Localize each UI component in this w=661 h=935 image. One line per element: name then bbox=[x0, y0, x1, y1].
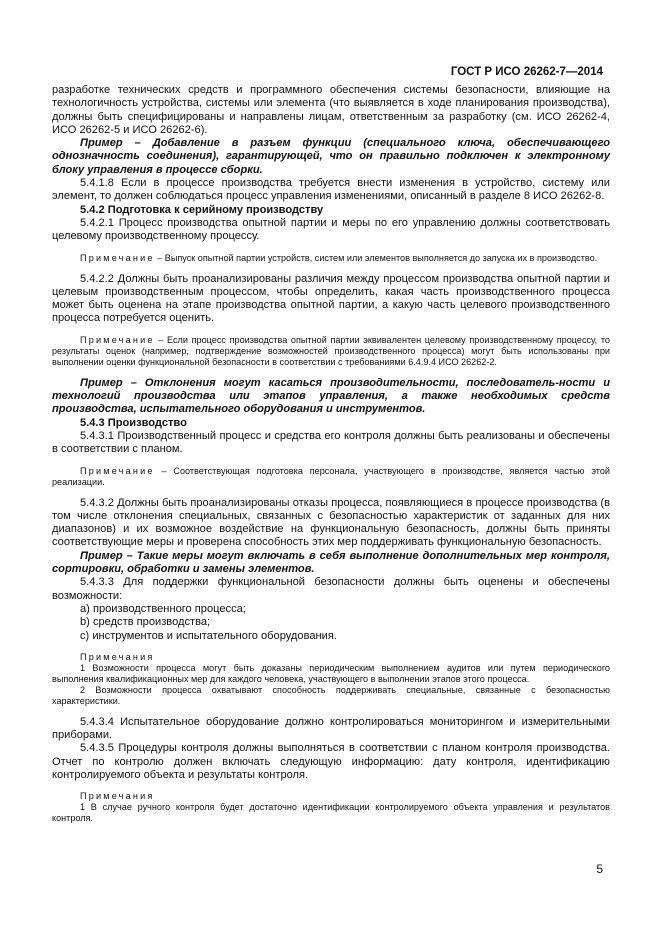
note-label: Примечание bbox=[80, 252, 155, 263]
notes-heading: Примечания bbox=[80, 791, 155, 802]
paragraph-5-4-2-2: 5.4.2.2 Должны быть проанализированы различия между процессом производства опытной партии и целевым производственным процессом, чтобы определить, какая часть производственного процесса может быть оценена на этапе производства опытной партии, а какую часть целевого производственного процесса потребуется оценить. bbox=[52, 272, 610, 325]
section-heading-5-4-3: 5.4.3 Производство bbox=[80, 416, 187, 429]
note: Примечание – Выпуск опытной партии устройств, систем или элементов выполняется до запуска их в производство. bbox=[80, 252, 598, 263]
paragraph: разработке технических средств и программного обеспечения системы безопасности, влияющие на технологичность устройства, системы или элемента (что выявляется в ходе планирования производства), должны быть специфицированы и направлены лицам, ответственным за разработку (см. ИСО 26262-4, ИСО 26262-5 и ИСО 26262-6). bbox=[52, 84, 610, 136]
example: Пример – Такие меры могут включать в себя выполнение дополнительных мер контроля, сортировки, обработки и замены элементов. bbox=[52, 549, 610, 576]
note-text: Выпуск опытной партии устройств, систем или элементов выполняется до запуска их в производство. bbox=[164, 252, 598, 263]
list-item: b) средств производства; bbox=[80, 616, 211, 629]
paragraph-5-4-2-1: 5.4.2.1 Процесс производства опытной партии и меры по его управлению должны соответствовать целевому производственному процессу. bbox=[52, 216, 610, 243]
page-number: 5 bbox=[596, 862, 603, 876]
list-item: а) производственного процесса; bbox=[80, 602, 246, 615]
note-label: Примечание bbox=[80, 334, 155, 345]
list-item: с) инструментов и испытательного оборудования. bbox=[80, 629, 337, 642]
paragraph-5-4-3-3: 5.4.3.3 Для поддержки функциональной безопасности должны быть оценены и обеспечены возможности: bbox=[52, 576, 610, 602]
note-item: 1 Возможности процесса могут быть доказаны периодическим выполнением аудитов или путем периодического выполнения квалификационных мер для каждого человека, участвующего в выполнении этапов этого процесса. bbox=[52, 662, 610, 684]
paragraph-5-4-1-8: 5.4.1.8 Если в процессе производства требуется внести изменения в устройство, систему или элемент, то должен соблюдаться процесс управления изменениями, описанный в разделе 8 ИСО 26262-8. bbox=[52, 177, 610, 203]
notes-heading: Примечания bbox=[80, 651, 155, 662]
document-header: ГОСТ Р ИСО 26262-7—2014 bbox=[450, 66, 603, 78]
example: Пример – Отклонения могут касаться производительности, последователь-ности и технологий производства или этапов управления, а также необходимых средств производства, испытательного оборудования и инструментов. bbox=[52, 376, 610, 416]
note-item: 2 Возможности процесса охватывают способность поддерживать специальные, связанные с безопасностью характеристики. bbox=[52, 684, 610, 706]
note-text: Если процесс производства опытной партии эквивалентен целевому производственному процессу, то результаты оценок (например, подтверждение возможностей производственного процесса) могут быть использованы при выполнении оценки функциональной безопасности в соответствии с требованиями 6.4.9.4 ИСО 26262-2. bbox=[52, 334, 610, 367]
note-label: Примечание bbox=[80, 465, 155, 476]
paragraph-5-4-3-1: 5.4.3.1 Производственный процесс и средства его контроля должны быть реализованы и обеспечены в соответствии с планом. bbox=[52, 429, 610, 456]
example: Пример – Добавление в разъем функции (специального ключа, обеспечивающего однозначность соединения), гарантирующей, что он правильно подключен к электронному блоку управления в процессе сборки. bbox=[52, 137, 610, 176]
paragraph-5-4-3-4: 5.4.3.4 Испытательное оборудование должно контролироваться мониторингом и измерительными приборами. bbox=[52, 715, 610, 742]
note-text: Соответствующая подготовка персонала, участвующего в производстве, является частью этой реализации. bbox=[52, 465, 610, 487]
document-body bbox=[52, 84, 610, 824]
note: Примечание – Соответствующая подготовка персонала, участвующего в производстве, является частью этой реализации. bbox=[52, 465, 610, 487]
paragraph-5-4-3-5: 5.4.3.5 Процедуры контроля должны выполняться в соответствии с планом контроля производства. Отчет по контролю должен включать следующую информацию: дату контроля, идентификацию контролируемого объекта и результаты контроля. bbox=[52, 742, 610, 781]
section-heading-5-4-2: 5.4.2 Подготовка к серийному производству bbox=[80, 203, 324, 216]
note-item: 1 В случае ручного контроля будет достаточно идентификации контролируемого объекта управления и результатов контроля. bbox=[52, 802, 610, 824]
paragraph-5-4-3-2: 5.4.3.2 Должны быть проанализированы отказы процесса, появляющиеся в процессе производства (в том числе отклонения специальных, связанных с безопасностью характеристик от заданных для них диапазонов) и их возможное воздействие на функциональную безопасность, должны быть приняты соответствующие меры и проверена способность этих мер поддерживать функциональную безопасность. bbox=[52, 496, 610, 549]
note: Примечание – Если процесс производства опытной партии эквивалентен целевому производственному процессу, то результаты оценок (например, подтверждение возможностей производственного процесса) могут быть использованы при выполнении оценки функциональной безопасности в соответствии с требованиями 6.4.9.4 ИСО 26262-2. bbox=[52, 334, 610, 367]
